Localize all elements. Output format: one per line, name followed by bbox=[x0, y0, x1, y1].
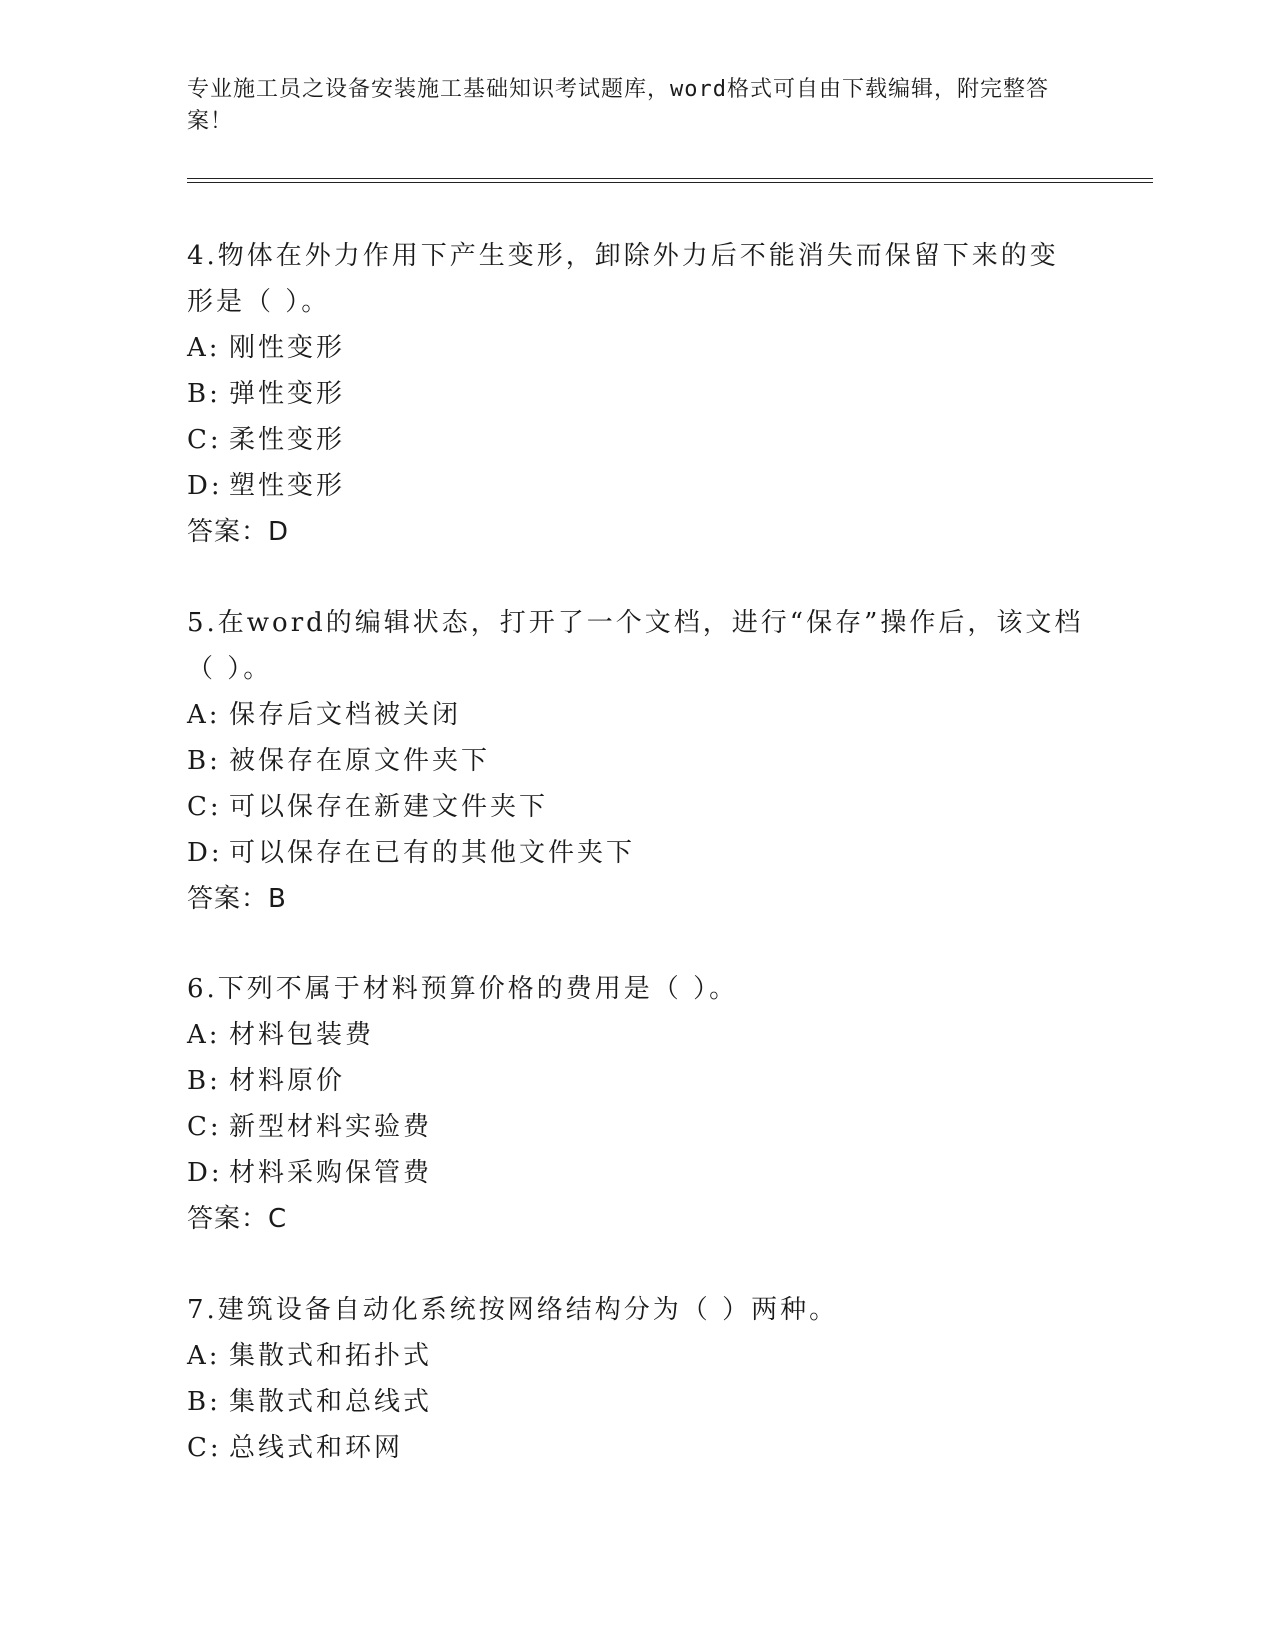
option-text: 弹性变形 bbox=[229, 379, 346, 409]
option-text: 集散式和拓扑式 bbox=[229, 1341, 433, 1371]
answer-line: 答案：C bbox=[187, 1204, 288, 1234]
answer-line: 答案：D bbox=[187, 517, 290, 547]
option-b bbox=[187, 1058, 1087, 1104]
option-a bbox=[187, 692, 1087, 738]
option-text: 可以保存在已有的其他文件夹下 bbox=[229, 838, 636, 868]
option-label: B: bbox=[187, 379, 221, 409]
option-text: 新型材料实验费 bbox=[229, 1112, 433, 1142]
option-label: B: bbox=[187, 1387, 221, 1417]
question-4 bbox=[187, 233, 1087, 555]
option-c bbox=[187, 1425, 1087, 1471]
option-label: D: bbox=[187, 1158, 223, 1188]
option-text: 材料包装费 bbox=[229, 1020, 375, 1050]
option-c bbox=[187, 1104, 1087, 1150]
question-stem: 6.下列不属于材料预算价格的费用是（ ）。 bbox=[187, 974, 739, 1004]
document-header: 专业施工员之设备安装施工基础知识考试题库，word格式可自由下载编辑，附完整答案！ bbox=[187, 77, 1049, 134]
option-label: C: bbox=[187, 792, 222, 822]
option-label: C: bbox=[187, 1112, 222, 1142]
option-c bbox=[187, 784, 1087, 830]
option-label: A: bbox=[187, 700, 221, 730]
option-text: 可以保存在新建文件夹下 bbox=[229, 792, 549, 822]
option-text: 塑性变形 bbox=[229, 471, 346, 501]
option-label: A: bbox=[187, 333, 221, 363]
question-7 bbox=[187, 1287, 1087, 1471]
option-label: D: bbox=[187, 838, 223, 868]
option-label: B: bbox=[187, 746, 221, 776]
option-label: A: bbox=[187, 1020, 221, 1050]
option-d bbox=[187, 463, 1087, 509]
answer-line: 答案：B bbox=[187, 884, 287, 914]
option-b bbox=[187, 1379, 1087, 1425]
option-b bbox=[187, 738, 1087, 784]
question-6 bbox=[187, 966, 1087, 1242]
question-stem: 5.在word的编辑状态，打开了一个文档，进行“保存”操作后，该文档（ ）。 bbox=[187, 608, 1084, 684]
option-text: 被保存在原文件夹下 bbox=[229, 746, 491, 776]
option-text: 保存后文档被关闭 bbox=[229, 700, 462, 730]
option-label: C: bbox=[187, 1433, 222, 1463]
header-divider-top bbox=[187, 178, 1153, 179]
option-c bbox=[187, 417, 1087, 463]
option-label: A: bbox=[187, 1341, 221, 1371]
option-text: 材料采购保管费 bbox=[229, 1158, 433, 1188]
option-d bbox=[187, 1150, 1087, 1196]
option-b bbox=[187, 371, 1087, 417]
option-a bbox=[187, 1333, 1087, 1379]
question-stem: 7.建筑设备自动化系统按网络结构分为（ ）两种。 bbox=[187, 1295, 839, 1325]
option-d bbox=[187, 830, 1087, 876]
option-label: C: bbox=[187, 425, 222, 455]
option-text: 柔性变形 bbox=[229, 425, 346, 455]
option-text: 集散式和总线式 bbox=[229, 1387, 433, 1417]
header-divider-bottom bbox=[187, 182, 1153, 183]
question-5 bbox=[187, 600, 1087, 922]
option-text: 总线式和环网 bbox=[229, 1433, 404, 1463]
question-stem: 4.物体在外力作用下产生变形，卸除外力后不能消失而保留下来的变形是（ ）。 bbox=[187, 241, 1059, 317]
option-a bbox=[187, 325, 1087, 371]
option-text: 材料原价 bbox=[229, 1066, 346, 1096]
option-a bbox=[187, 1012, 1087, 1058]
option-label: B: bbox=[187, 1066, 221, 1096]
option-text: 刚性变形 bbox=[229, 333, 346, 363]
option-label: D: bbox=[187, 471, 223, 501]
